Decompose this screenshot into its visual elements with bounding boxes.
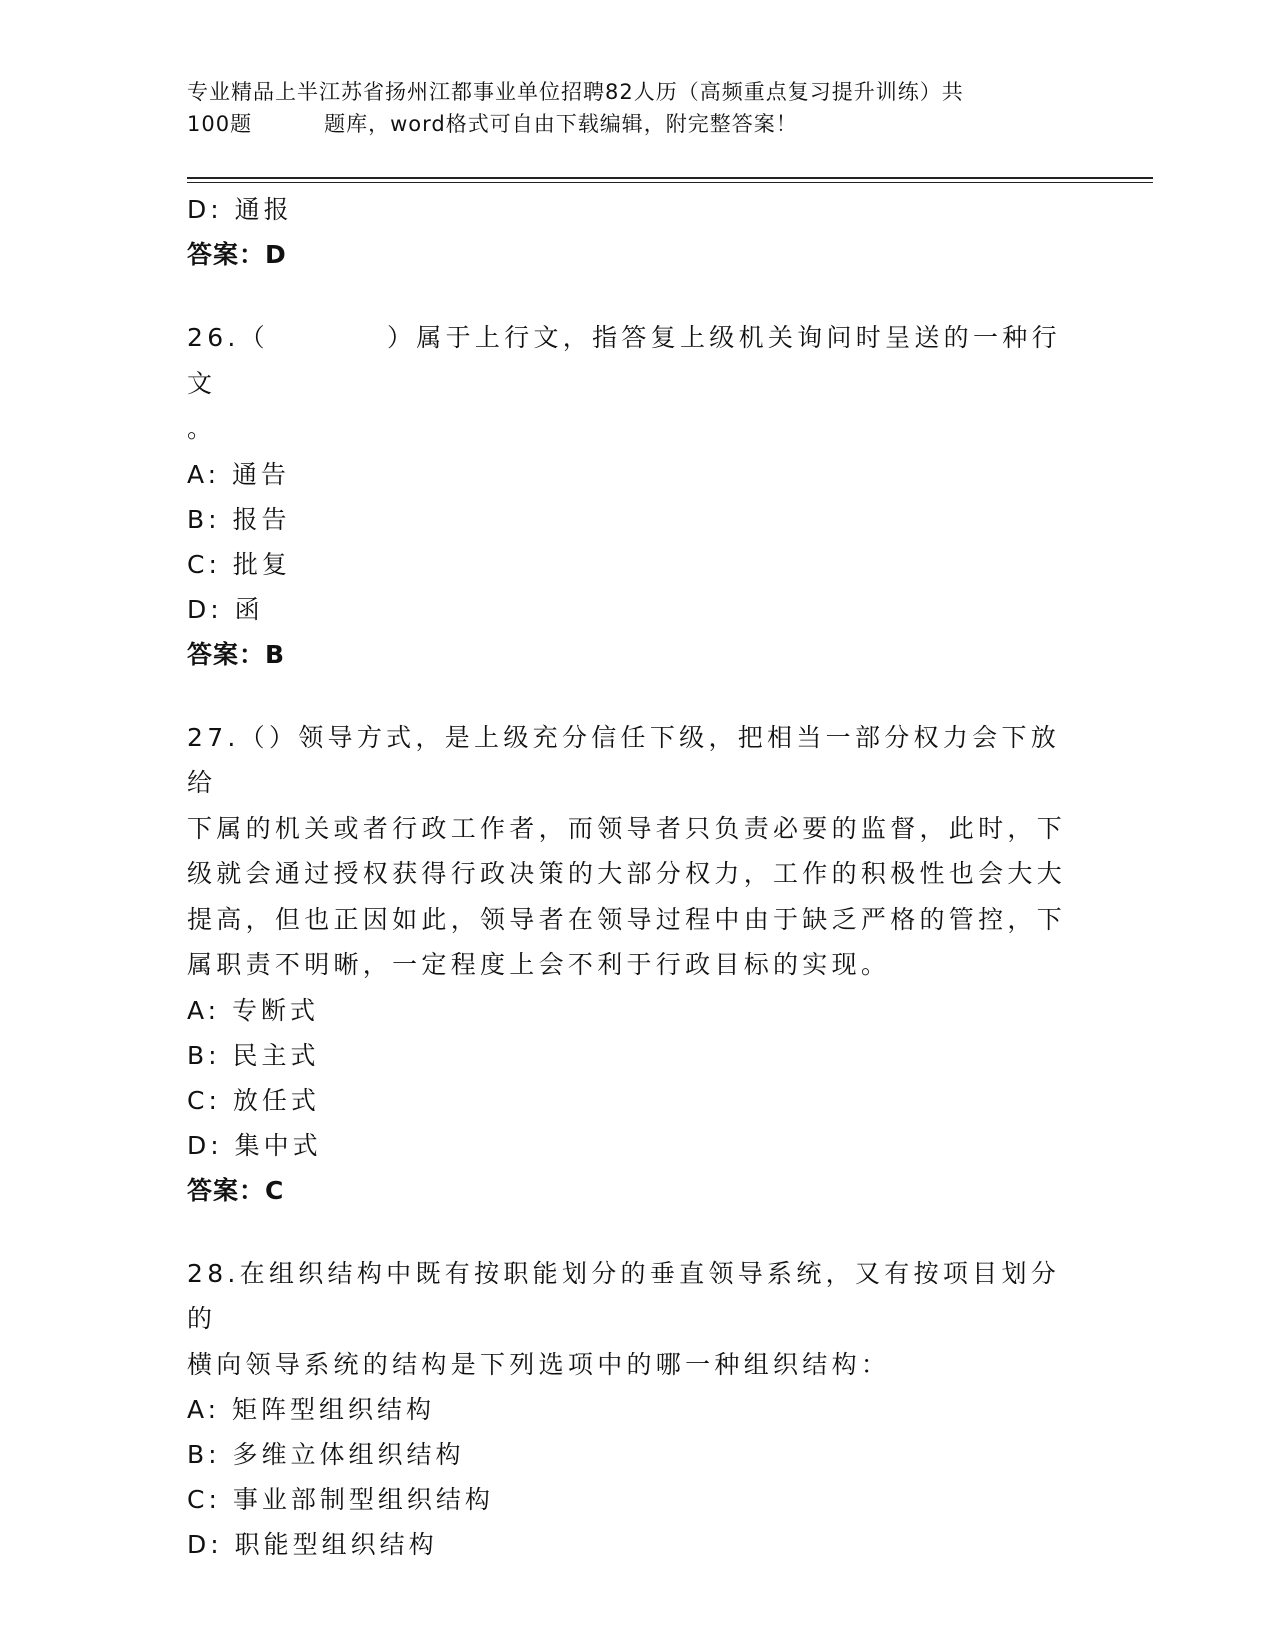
option-a: A: 通告 (187, 459, 291, 489)
question-text-line: 下属的机关或者行政工作者，而领导者只负责必要的监督，此时，下 (187, 813, 1067, 843)
option-b: B: 多维立体组织结构 (187, 1440, 465, 1469)
header-description: 题库，word格式可自由下载编辑，附完整答案！ (324, 112, 798, 136)
header-divider-thin (187, 182, 1153, 183)
question-text-line: 提高，但也正因如此，领导者在领导过程中由于缺乏严格的管控，下 (187, 904, 1067, 934)
option-a: A: 矩阵型组织结构 (187, 1395, 436, 1424)
option-d: D: 函 (187, 594, 264, 624)
document-body (187, 187, 1067, 1567)
question-27 (187, 715, 1067, 988)
question-text-line: 横向领导系统的结构是下列选项中的哪一种组织结构： (187, 1349, 891, 1379)
option-d: D: 通报 (187, 195, 293, 224)
option-c: C: 放任式 (187, 1085, 320, 1115)
question-26 (187, 315, 1067, 452)
header-divider-thick (187, 177, 1153, 179)
question-text-line: 28.在组织结构中既有按职能划分的垂直领导系统，又有按项目划分的 (187, 1258, 1061, 1333)
header-question-count: 100题 (187, 112, 253, 136)
question-28 (187, 1251, 1067, 1388)
question-text-line: 级就会通过授权获得行政决策的大部分权力，工作的积极性也会大大 (187, 859, 1067, 888)
option-d: D: 职能型组织结构 (187, 1530, 438, 1559)
header-title-line-2 (187, 108, 1067, 140)
option-a: A: 专断式 (187, 995, 320, 1025)
option-b: B: 民主式 (187, 1040, 320, 1070)
document-header (187, 76, 1067, 140)
question-text-line: 27.（）领导方式，是上级充分信任下级，把相当一部分权力会下放给 (187, 722, 1061, 797)
option-b: B: 报告 (187, 504, 291, 534)
question-stem: ）属于上行文，指答复上级机关询问时呈送的一种行文 (187, 323, 1061, 398)
answer-line: 答案：C (187, 1175, 285, 1205)
option-c: C: 批复 (187, 549, 291, 579)
question-number: 26.（ (187, 323, 269, 352)
question-text-wrap: 。 (187, 414, 217, 443)
question-text-line: 属职责不明晰，一定程度上会不利于行政目标的实现。 (187, 950, 891, 979)
header-title-line-1: 专业精品上半江苏省扬州江都事业单位招聘82人历（高频重点复习提升训练）共 (187, 80, 964, 104)
option-c: C: 事业部制型组织结构 (187, 1485, 494, 1514)
answer-line: 答案：D (187, 240, 287, 269)
answer-line: 答案：B (187, 639, 286, 669)
question-text (187, 315, 1067, 406)
option-d: D: 集中式 (187, 1130, 322, 1160)
